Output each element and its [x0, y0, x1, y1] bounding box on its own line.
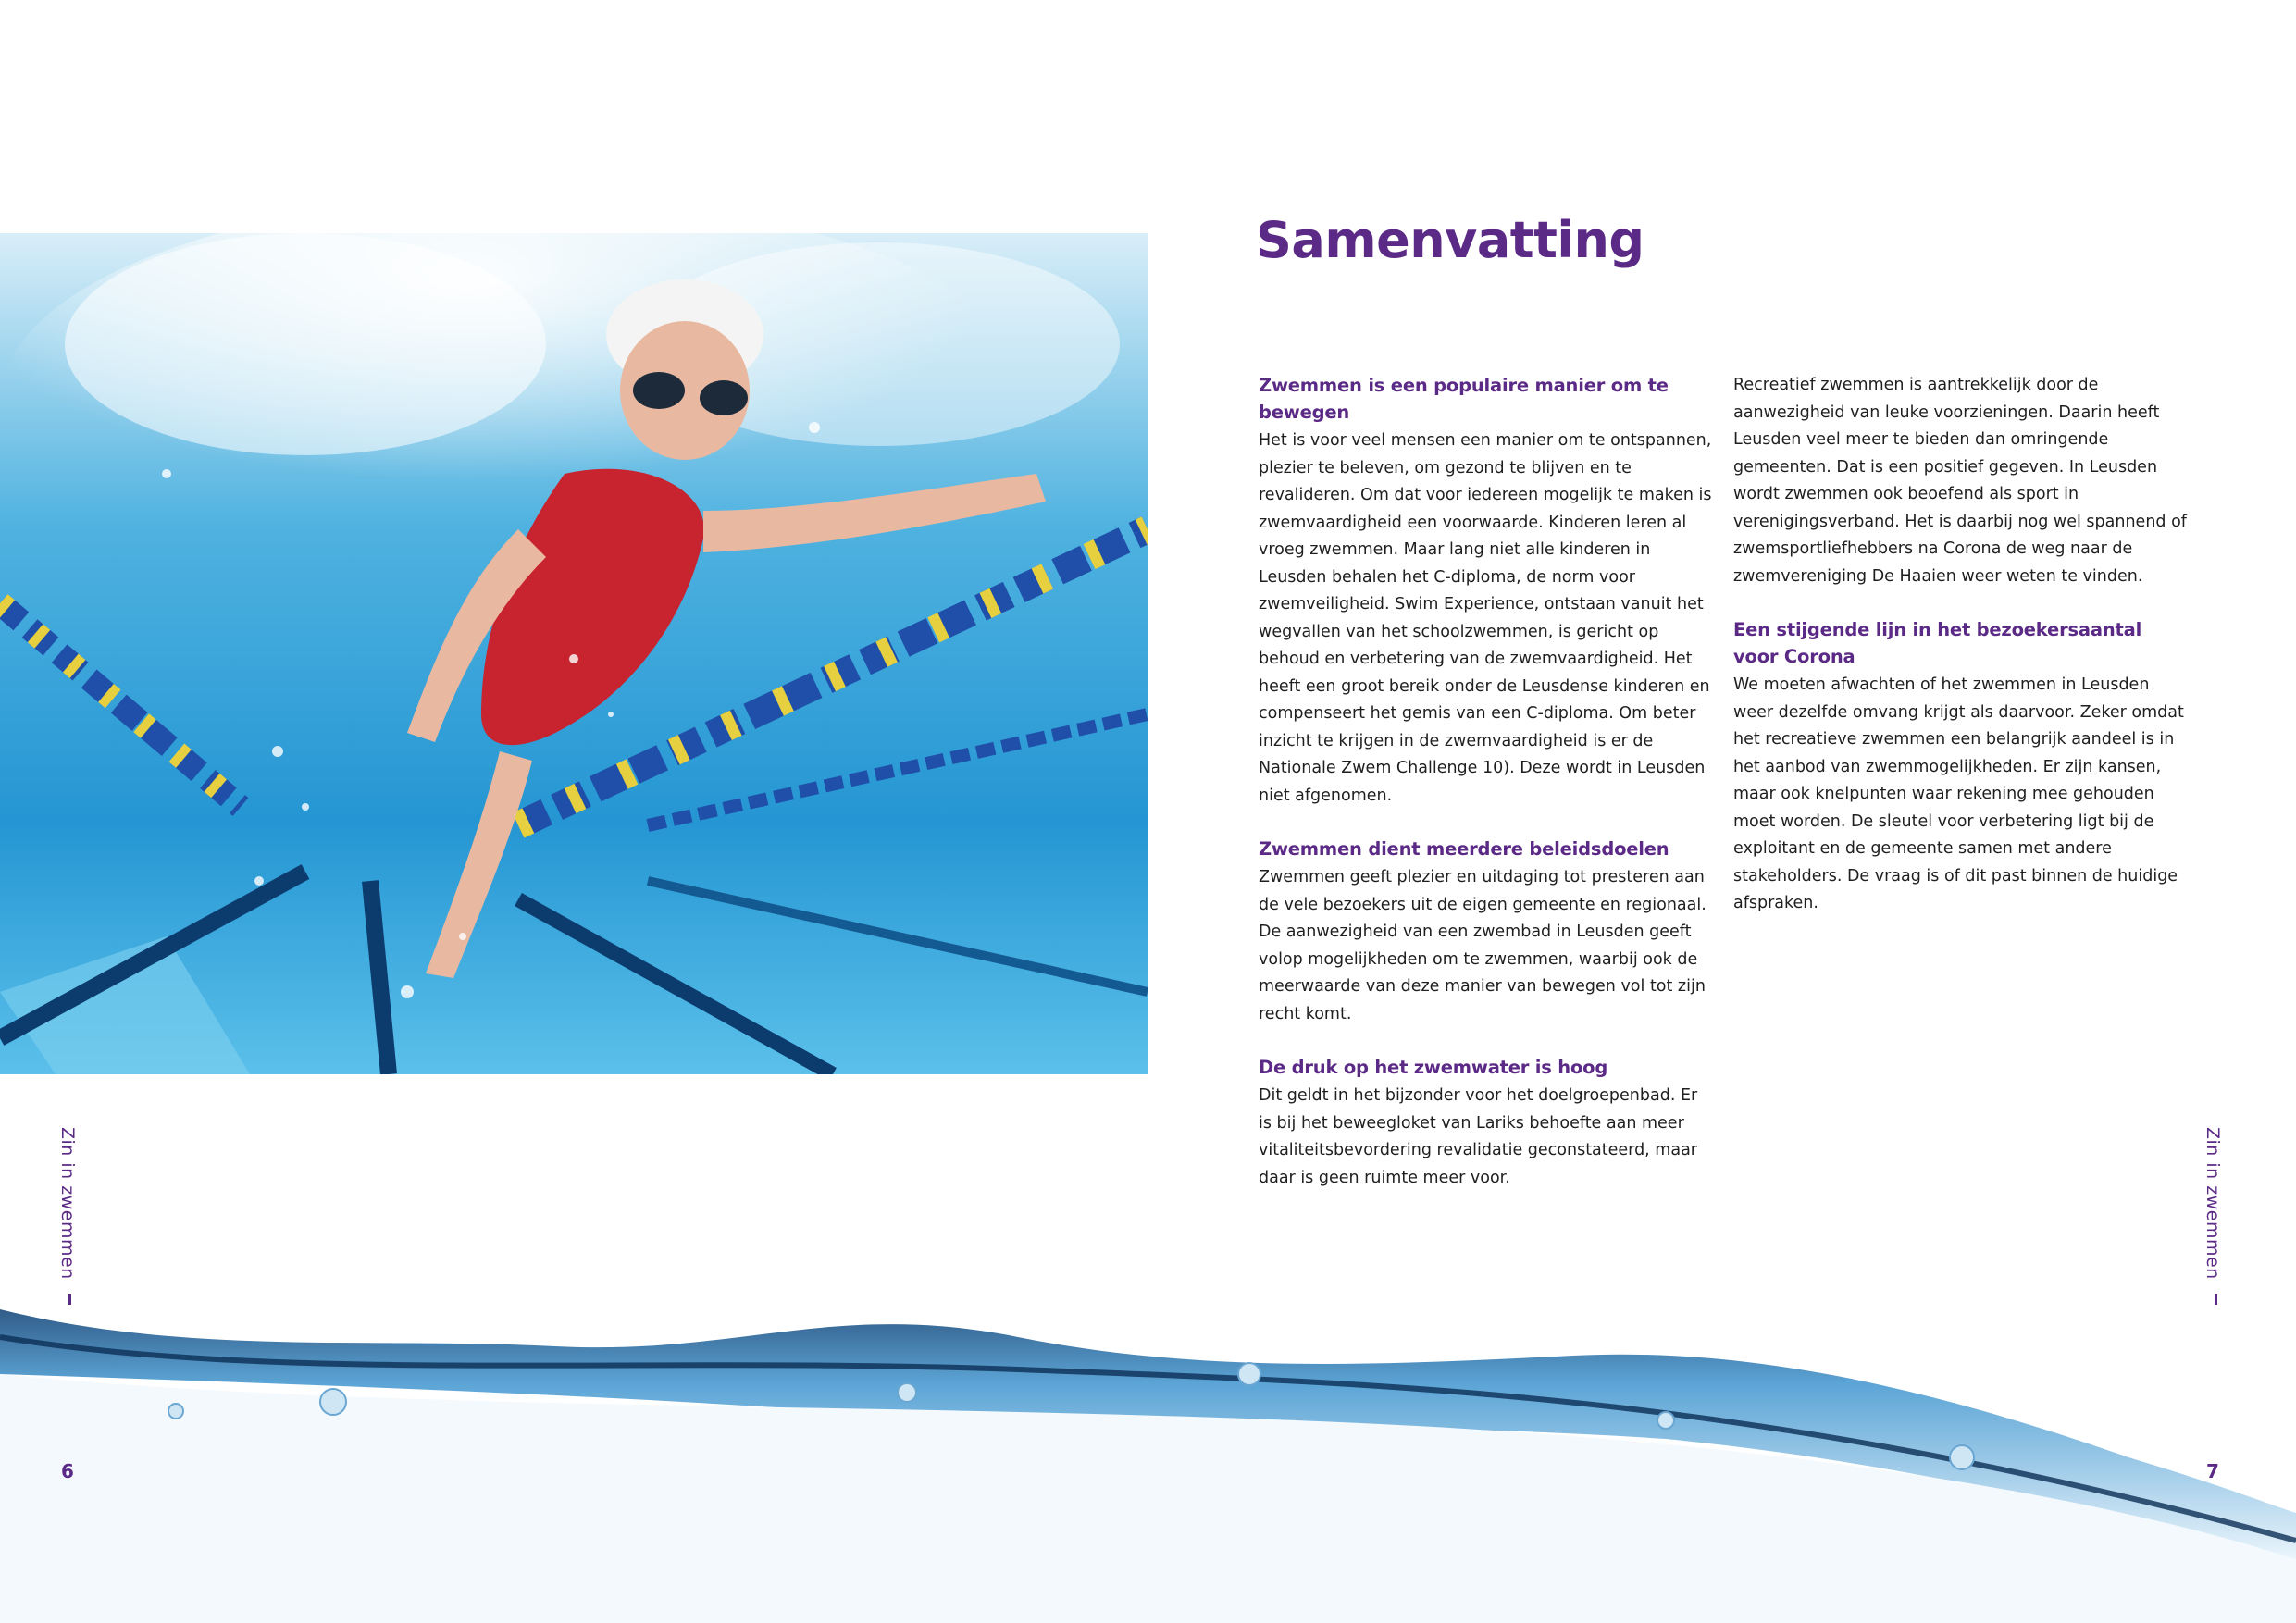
- section-body: Zwemmen geeft plezier en uitdaging tot presteren aan de vele bezoekers uit de eigen gemeente en regionaal. De aanwezigheid van een zwembad in Leusden geeft volop mogelijkheden om te zwemmen, waarbij ook de meerwaarde van deze manier van bewegen vol tot zijn recht komt.: [1259, 868, 1706, 1023]
- water-wave-icon: [0, 1282, 2296, 1623]
- text-column-right: [1733, 372, 2187, 944]
- running-title-left: Zin in zwemmen: [57, 1127, 78, 1280]
- section-pressure: [1259, 1054, 1712, 1192]
- section-heading: De druk op het zwemwater is hoog: [1259, 1057, 1608, 1078]
- page-number-left: 6: [61, 1460, 74, 1482]
- running-title-right: Zin in zwemmen: [2203, 1127, 2223, 1280]
- swimmer-photo: [0, 233, 1148, 1074]
- section-recreational: [1733, 372, 2187, 590]
- page-title: Samenvatting: [1256, 211, 1644, 269]
- section-heading: Zwemmen dient meerdere beleidsdoelen: [1259, 838, 1669, 860]
- section-body: Recreatief zwemmen is aantrekkelijk door de aanwezigheid van leuke voorzieningen. Daarin heeft Leusden veel meer te bieden dan omringende gemeenten. Dat is een positief gegeven. In Leusden wordt zwemmen ook beoefend als sport in verenigingsverband. Het is daarbij nog wel spannend of zwemsportliefhebbers na Corona de weg naar de zwemvereniging De Haaien weer weten te vinden.: [1733, 376, 2187, 586]
- swimmer-illustration: [0, 233, 1148, 1074]
- section-body: We moeten afwachten of het zwemmen in Leusden weer dezelfde omvang krijgt als daarvoor. Zeker omdat het recreatieve zwemmen een belangrijk aandeel is in het aanbod van zwemmogelijkheden. Er zijn kansen, maar ook knelpunten waar rekening mee gehouden moet worden. De sleutel voor verbetering ligt bij de exploitant en de gemeente samen met andere stakeholders. De vraag is of dit past binnen de huidige afspraken.: [1733, 675, 2184, 912]
- section-popular: [1259, 372, 1712, 810]
- section-policy-goals: [1259, 836, 1712, 1028]
- water-wave-decoration: [0, 1282, 2296, 1623]
- section-heading: Een stijgende lijn in het bezoekersaantal voor Corona: [1733, 619, 2142, 667]
- section-visitor-trend: [1733, 616, 2187, 918]
- text-column-left: [1259, 372, 1712, 1218]
- section-heading: Zwemmen is een populaire manier om te bewegen: [1259, 375, 1669, 423]
- section-body: Dit geldt in het bijzonder voor het doelgroepenbad. Er is bij het beweegloket van Lariks behoefte aan meer vitaliteitsbevordering revalidatie geconstateerd, maar daar is geen ruimte meer voor.: [1259, 1086, 1698, 1187]
- page-number-right: 7: [2206, 1460, 2219, 1482]
- section-body: Het is voor veel mensen een manier om te ontspannen, plezier te beleven, om gezond te blijven en te revalideren. Om dat voor iedereen mogelijk te maken is zwemvaardigheid een voorwaarde. Kinderen leren al vroeg zwemmen. Maar lang niet alle kinderen in Leusden behalen het C-diploma, de norm voor zwemveiligheid. Swim Experience, ontstaan vanuit het wegvallen van het schoolzwemmen, is gericht op behoud en verbetering van de zwemvaardigheid. Het heeft een groot bereik onder de Leusdense kinderen en compenseert het gemis van een C-diploma. Om beter inzicht te krijgen in de zwemvaardigheid is er de Nationale Zwem Challenge 10). Deze wordt in Leusden niet afgenomen.: [1259, 431, 1712, 805]
